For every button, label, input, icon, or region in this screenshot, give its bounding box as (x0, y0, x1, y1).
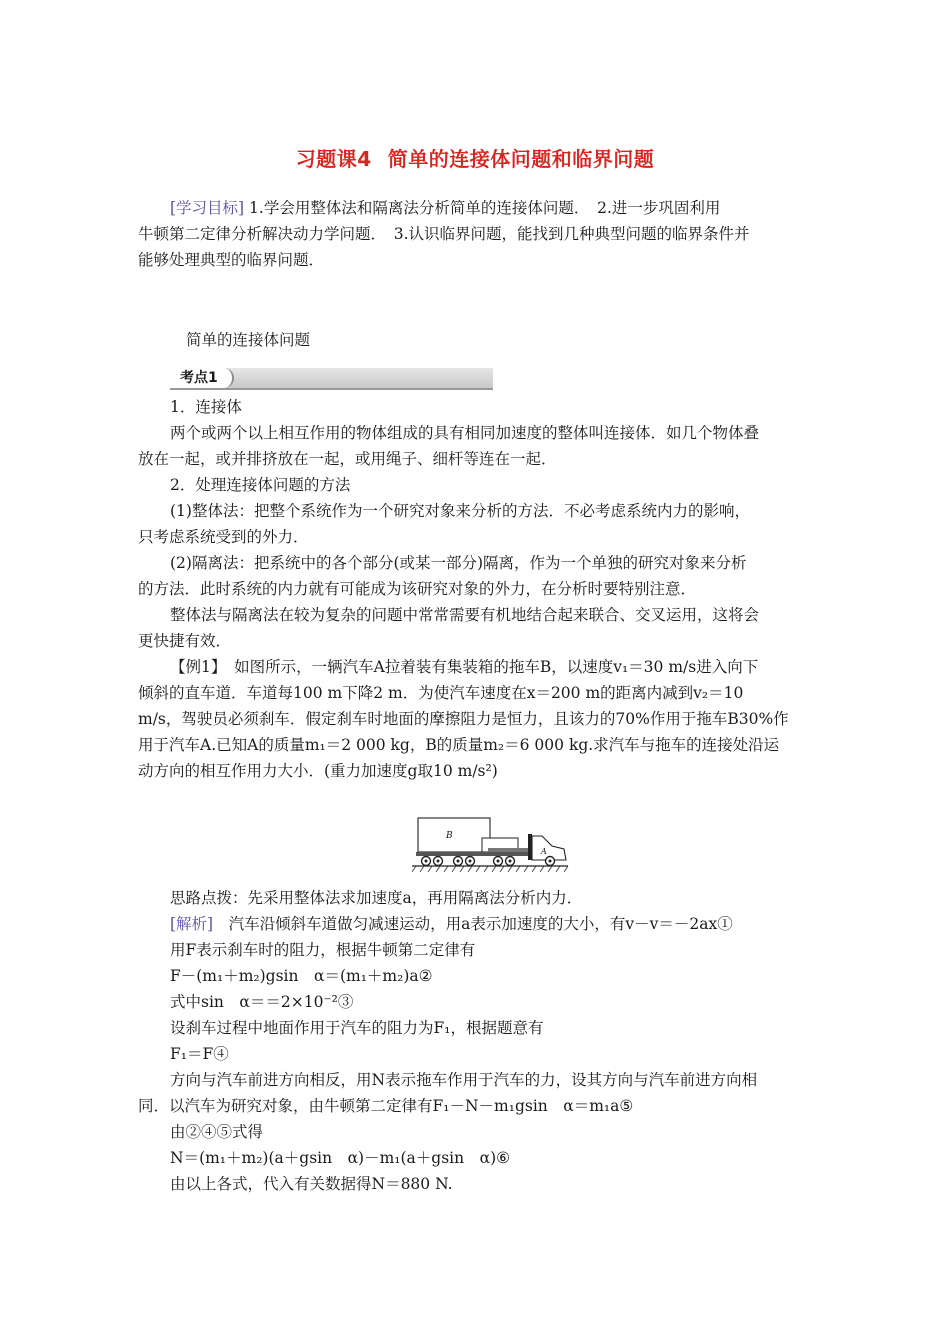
section-heading: 简单的连接体问题 (186, 331, 311, 349)
solution-line9: N＝(m₁＋m₂)(a＋gsin α)－m₁(a＋gsin α)⑥ (170, 1149, 511, 1167)
solution-line8: 由②④⑤式得 (170, 1123, 264, 1141)
solution-line1: [解析] 汽车沿倾斜车道做匀减速运动，用a表示加速度的大小，有v－v＝－2ax① (170, 915, 733, 933)
kaodian-label: 考点1 (170, 368, 234, 388)
page-title (0, 143, 950, 172)
solution-line5: 设刹车过程中地面作用于汽车的阻力为F₁，根据题意有 (170, 1019, 544, 1037)
example-line1: 【例1】 如图所示，一辆汽车A拉着装有集装箱的拖车B，以速度v₁＝30 m/s进入向下 (170, 658, 759, 676)
solution-line6: F₁＝F④ (170, 1045, 229, 1063)
label-a: A (541, 847, 547, 856)
kaodian-bar (170, 368, 493, 390)
title-part1: 习题课4 (295, 147, 372, 171)
goals-tag: [学习目标] (170, 199, 245, 217)
method-3b: 更快捷有效． (138, 632, 232, 650)
para-1a: 两个或两个以上相互作用的物体组成的具有相同加速度的整体叫连接体．如几个物体叠 (170, 424, 760, 442)
solution-line2: 用F表示刹车时的阻力，根据牛顿第二定律有 (170, 941, 476, 959)
example-line4: 用于汽车A.已知A的质量m₁＝2 000 kg，B的质量m₂＝6 000 kg.求汽车与拖车的连接处沿运 (138, 736, 780, 754)
solution-line10: 由以上各式，代入有关数据得N＝880 N. (170, 1175, 453, 1193)
goals-line1: 1.学会用整体法和隔离法分析简单的连接体问题． 2.进一步巩固利用 (244, 199, 721, 217)
example-label: 【例1】 (170, 658, 219, 676)
solution-body (138, 885, 818, 1197)
para-1b: 放在一起，或并排挤放在一起，或用绳子、细杆等连在一起． (138, 450, 557, 468)
heading-methods: 2．处理连接体问题的方法 (170, 476, 351, 494)
method-1b: 只考虑系统受到的外力． (138, 528, 309, 546)
analysis-tag: [解析] (170, 915, 214, 933)
method-2b: 的方法．此时系统的内力就有可能成为该研究对象的外力，在分析时要特别注意． (138, 580, 697, 598)
example-line2: 倾斜的直车道．车道每100 m下降2 m．为使汽车速度在x＝200 m的距离内减到v₂＝10 (138, 684, 744, 702)
title-part2: 简单的连接体问题和临界问题 (387, 147, 655, 171)
concept-body (138, 394, 818, 784)
heading-connected-body: 1．连接体 (170, 398, 242, 416)
example-line5: 动方向的相互作用力大小．(重力加速度g取10 m/s²) (138, 762, 498, 780)
method-3a: 整体法与隔离法在较为复杂的问题中常常需要有机地结合起来联合、交叉运用，这将会 (170, 606, 760, 624)
solution-line7b: 同．以汽车为研究对象，由牛顿第二定律有F₁－N－m₁gsin α＝m₁a⑤ (138, 1097, 634, 1115)
label-b: B (446, 831, 453, 841)
truck-trailer-figure (410, 814, 570, 876)
solution-line7a: 方向与汽车前进方向相反，用N表示拖车作用于汽车的力，设其方向与汽车前进方向相 (170, 1071, 758, 1089)
solution-line4: 式中sin α＝＝2×10⁻²③ (170, 993, 354, 1011)
learning-goals (138, 195, 818, 273)
container-b (418, 818, 490, 852)
example-line3: m/s，驾驶员必须刹车．假定刹车时地面的摩擦阻力是恒力，且该力的70%作用于拖车B30%作 (138, 710, 789, 728)
method-2a: (2)隔离法：把系统中的各个部分(或某一部分)隔离，作为一个单独的研究对象来分析 (170, 554, 747, 572)
goals-line2: 牛顿第二定律分析解决动力学问题． 3.认识临界问题，能找到几种典型问题的临界条件并 (138, 225, 750, 243)
method-1a: (1)整体法：把整个系统作为一个研究对象来分析的方法．不必考虑系统内力的影响， (170, 502, 750, 520)
solution-line3: F－(m₁＋m₂)gsin α＝(m₁＋m₂)a② (170, 967, 433, 985)
goals-line3: 能够处理典型的临界问题． (138, 251, 325, 269)
hint: 思路点拨：先采用整体法求加速度a，再用隔离法分析内力． (170, 889, 583, 907)
